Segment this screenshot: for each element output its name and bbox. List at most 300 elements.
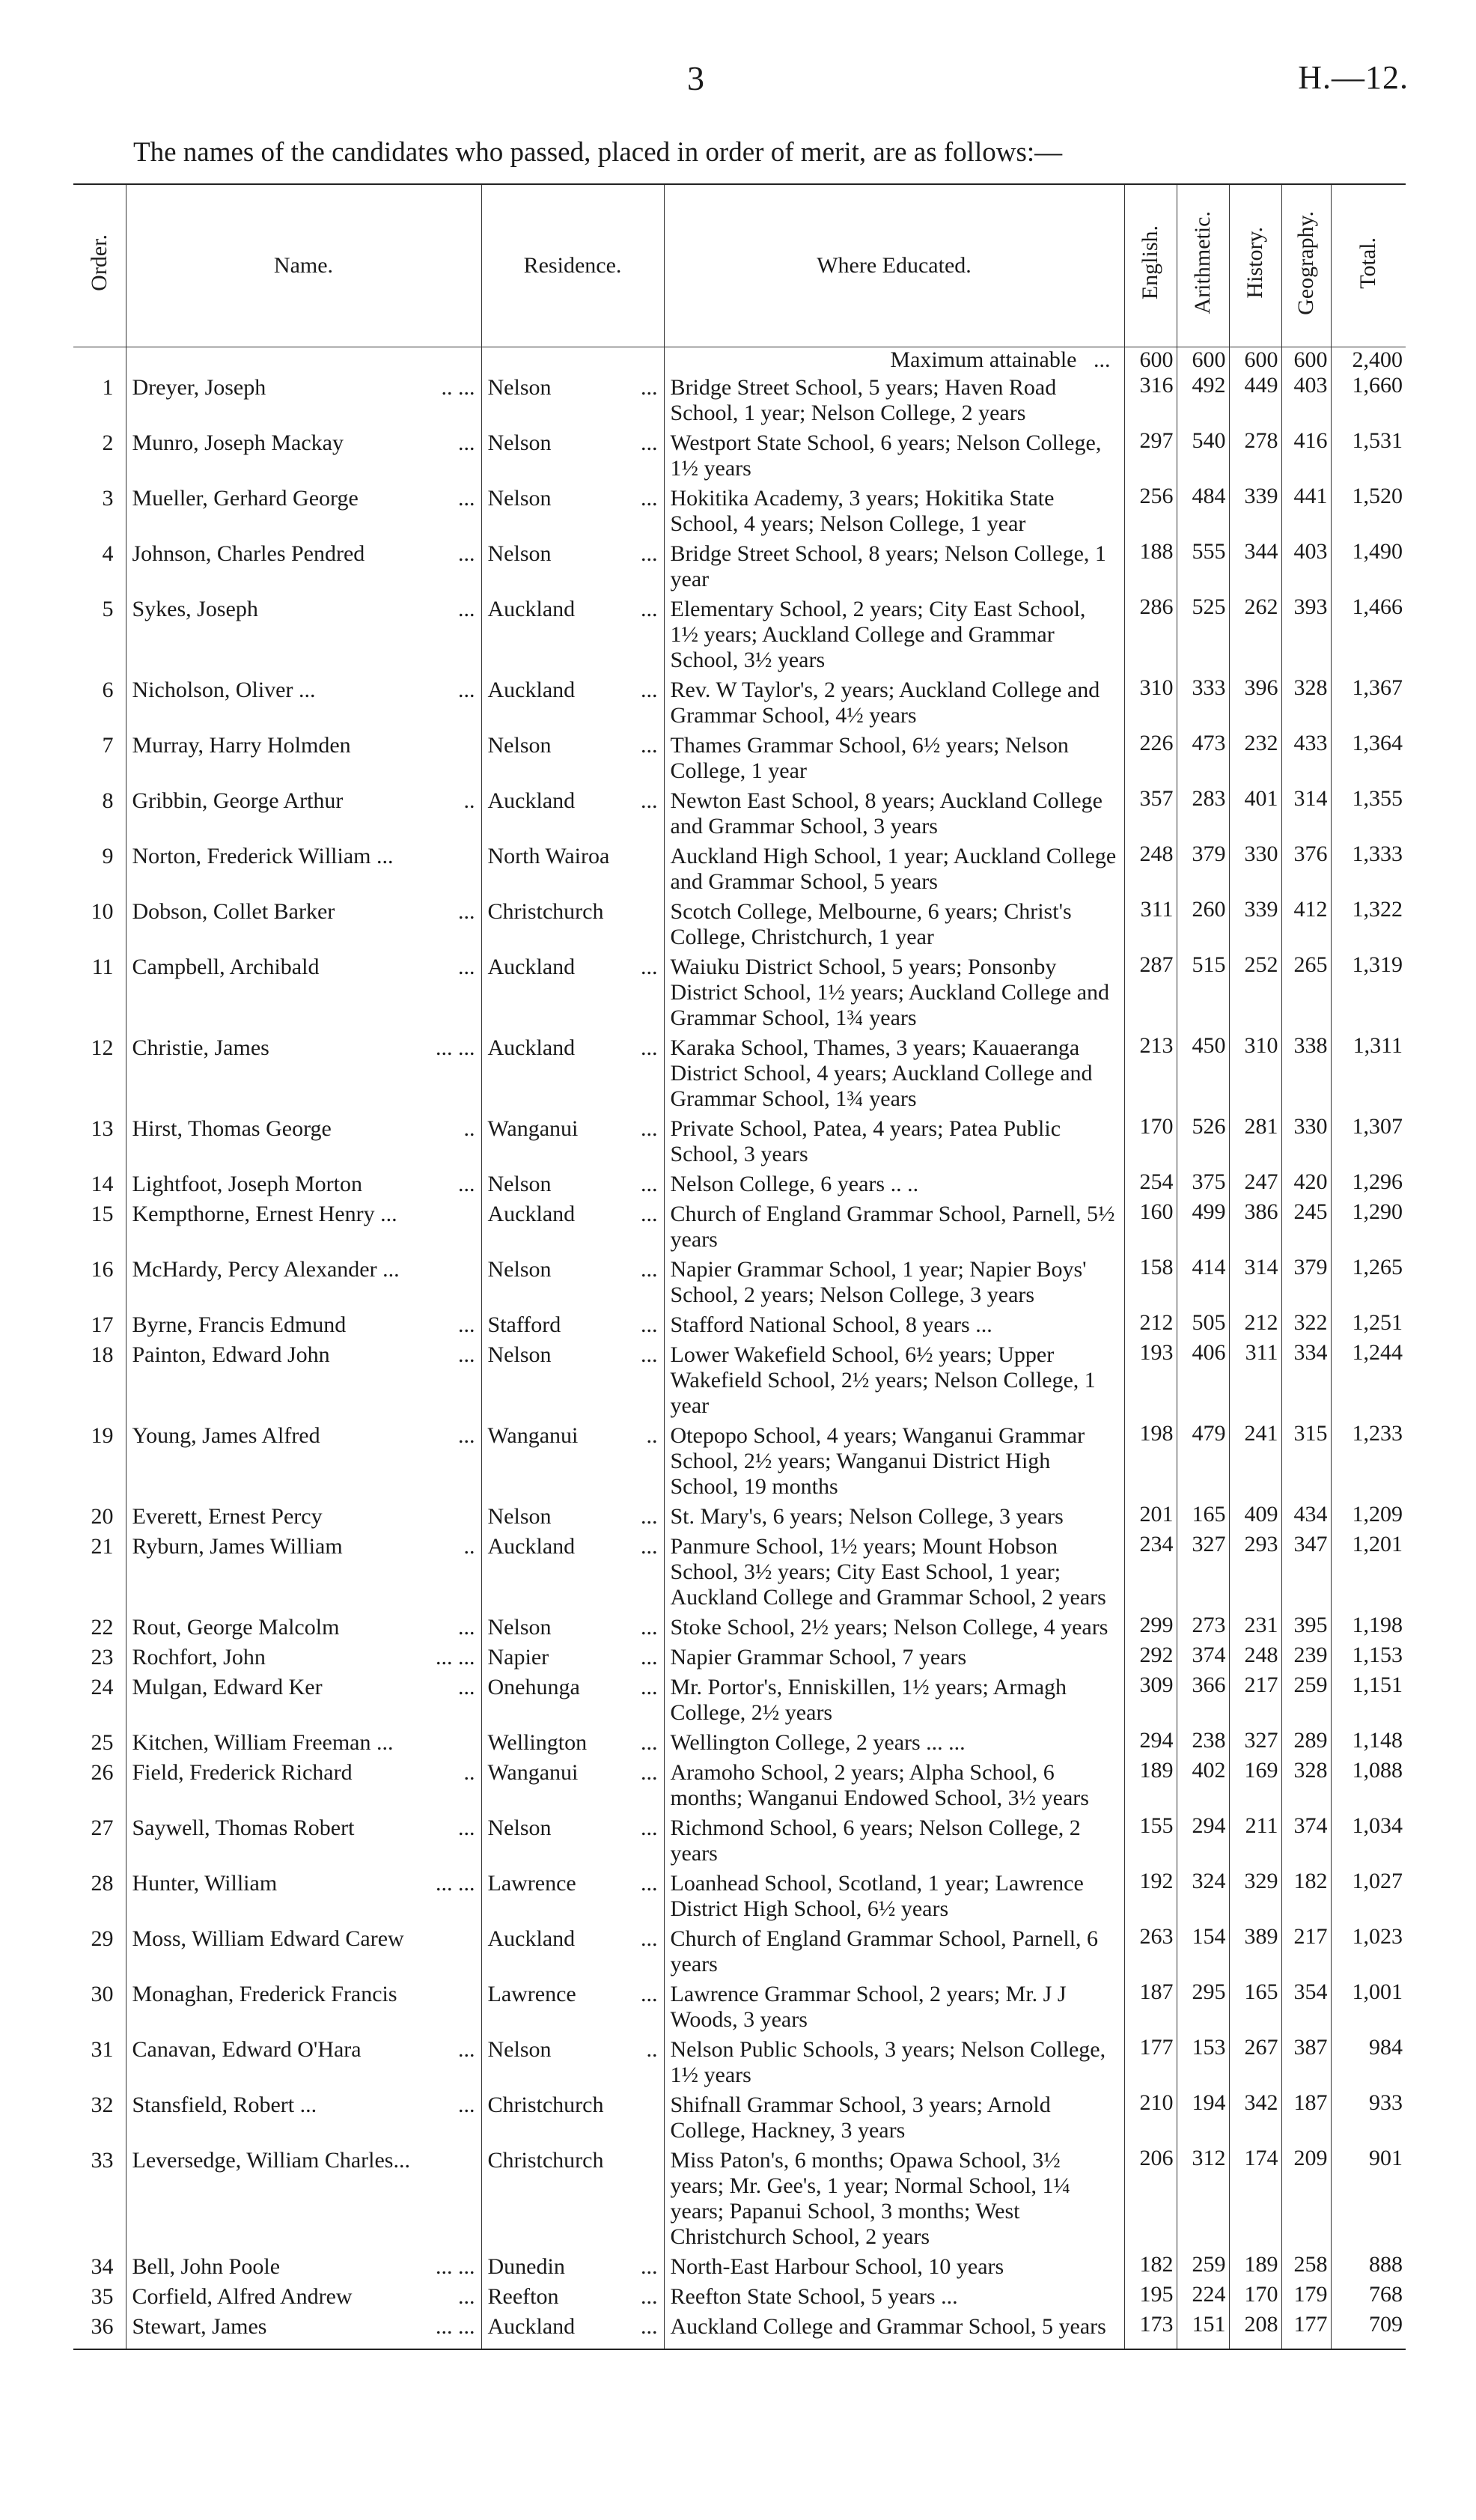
educated-cell: Nelson Public Schools, 3 years; Nelson College, 1½ years (664, 2035, 1124, 2090)
order-cell: 2 (102, 430, 114, 455)
residence-cell: Auckland ... (481, 1033, 664, 1114)
geography-cell: 403 (1281, 373, 1331, 428)
order-cell: 22 (91, 1615, 114, 1640)
geography-cell: 217 (1281, 1924, 1331, 1979)
arithmetic-cell: 406 (1177, 1340, 1229, 1421)
educated-cell: Newton East School, 8 years; Auckland College and Grammar School, 3 years (664, 786, 1124, 841)
geography-cell: 434 (1281, 1502, 1331, 1532)
arithmetic-cell: 333 (1177, 675, 1229, 731)
order-cell: 28 (91, 1871, 114, 1896)
english-cell: 263 (1124, 1924, 1177, 1979)
english-cell: 287 (1124, 952, 1177, 1033)
order-cell: 32 (91, 2093, 114, 2117)
table-row (73, 1532, 1406, 1613)
name-cell: Lightfoot, Joseph Morton ... (126, 1169, 481, 1199)
total-cell: 1,201 (1331, 1532, 1406, 1613)
geography-cell: 395 (1281, 1613, 1331, 1643)
educated-cell: Aramoho School, 2 years; Alpha School, 6 months; Wanganui Endowed School, 3½ years (664, 1758, 1124, 1813)
history-cell: 409 (1229, 1502, 1281, 1532)
arithmetic-cell: 260 (1177, 897, 1229, 952)
educated-cell: Private School, Patea, 4 years; Patea Public School, 3 years (664, 1114, 1124, 1169)
name-cell: Rochfort, John ... ... (126, 1643, 481, 1673)
educated-cell: Miss Paton's, 6 months; Opawa School, 3½ years; Mr. Gee's, 1 year; Normal School, 1¼ years; Papanui School, 3 months; West Christchurch School, 2 years (664, 2146, 1124, 2252)
english-cell: 248 (1124, 841, 1177, 897)
geography-cell: 338 (1281, 1033, 1331, 1114)
residence-cell: Auckland ... (481, 594, 664, 675)
history-cell: 247 (1229, 1169, 1281, 1199)
order-cell: 8 (102, 788, 114, 813)
order-cell: 5 (102, 597, 114, 621)
table-row (73, 897, 1406, 952)
english-cell: 195 (1124, 2282, 1177, 2312)
table-row (73, 2312, 1406, 2349)
educated-cell: Loanhead School, Scotland, 1 year; Lawrence District High School, 6½ years (664, 1869, 1124, 1924)
arithmetic-cell: 153 (1177, 2035, 1229, 2090)
total-cell: 1,034 (1331, 1813, 1406, 1869)
history-cell: 401 (1229, 786, 1281, 841)
maximum-row (73, 347, 1406, 374)
total-cell: 1,088 (1331, 1758, 1406, 1813)
history-cell: 281 (1229, 1114, 1281, 1169)
table-row (73, 1114, 1406, 1169)
educated-cell: Bridge Street School, 5 years; Haven Road School, 1 year; Nelson College, 2 years (664, 373, 1124, 428)
order-cell: 34 (91, 2254, 114, 2279)
order-cell: 23 (91, 1645, 114, 1670)
history-cell: 169 (1229, 1758, 1281, 1813)
name-cell: Munro, Joseph Mackay ... (126, 428, 481, 484)
english-cell: 182 (1124, 2252, 1177, 2282)
educated-cell: Napier Grammar School, 1 year; Napier Boys' School, 2 years; Nelson College, 3 years (664, 1255, 1124, 1310)
history-cell: 241 (1229, 1421, 1281, 1502)
arithmetic-cell: 492 (1177, 373, 1229, 428)
table-row (73, 786, 1406, 841)
document-code: H.—12. (1298, 59, 1409, 96)
total-cell: 1,466 (1331, 594, 1406, 675)
educated-cell: Napier Grammar School, 7 years (664, 1643, 1124, 1673)
educated-cell: North-East Harbour School, 10 years (664, 2252, 1124, 2282)
intro-text: The names of the candidates who passed, placed in order of merit, are as follows:— (133, 137, 1063, 168)
order-cell: 18 (91, 1342, 114, 1367)
arithmetic-cell: 484 (1177, 484, 1229, 539)
history-cell: 170 (1229, 2282, 1281, 2312)
english-cell: 212 (1124, 1310, 1177, 1340)
total-cell: 1,322 (1331, 897, 1406, 952)
history-cell: 339 (1229, 484, 1281, 539)
order-cell: 12 (91, 1035, 114, 1060)
total-cell: 1,027 (1331, 1869, 1406, 1924)
order-cell: 15 (91, 1202, 114, 1226)
col-arithmetic: Arithmetic. (1177, 184, 1229, 347)
total-cell: 1,355 (1331, 786, 1406, 841)
order-cell: 26 (91, 1760, 114, 1785)
order-cell: 30 (91, 1982, 114, 2006)
name-cell: Ryburn, James William .. (126, 1532, 481, 1613)
geography-cell: 420 (1281, 1169, 1331, 1199)
name-cell: Leversedge, William Charles... (126, 2146, 481, 2252)
geography-cell: 379 (1281, 1255, 1331, 1310)
table-row (73, 1979, 1406, 2035)
arithmetic-cell: 505 (1177, 1310, 1229, 1340)
total-cell: 1,319 (1331, 952, 1406, 1033)
arithmetic-cell: 402 (1177, 1758, 1229, 1813)
total-cell: 768 (1331, 2282, 1406, 2312)
order-cell: 16 (91, 1257, 114, 1282)
total-cell: 888 (1331, 2252, 1406, 2282)
geography-cell: 374 (1281, 1813, 1331, 1869)
table-row (73, 1340, 1406, 1421)
geography-cell: 412 (1281, 897, 1331, 952)
arithmetic-cell: 194 (1177, 2090, 1229, 2146)
history-cell: 262 (1229, 594, 1281, 675)
table-row (73, 1758, 1406, 1813)
total-cell: 901 (1331, 2146, 1406, 2252)
educated-cell: Auckland High School, 1 year; Auckland College and Grammar School, 5 years (664, 841, 1124, 897)
total-cell: 1,290 (1331, 1199, 1406, 1255)
order-cell: 36 (73, 2312, 126, 2349)
english-cell: 286 (1124, 594, 1177, 675)
order-cell: 25 (91, 1730, 114, 1755)
table-row (73, 2282, 1406, 2312)
educated-cell: Lawrence Grammar School, 2 years; Mr. J J Woods, 3 years (664, 1979, 1124, 2035)
history-cell: 211 (1229, 1813, 1281, 1869)
geography-cell: 347 (1281, 1532, 1331, 1613)
history-cell: 396 (1229, 675, 1281, 731)
educated-cell: Otepopo School, 4 years; Wanganui Grammar School, 2½ years; Wanganui District High School, 19 months (664, 1421, 1124, 1502)
residence-cell: Reefton ... (481, 2282, 664, 2312)
educated-cell: Auckland College and Grammar School, 5 years (664, 2312, 1124, 2349)
residence-cell: Nelson ... (481, 1502, 664, 1532)
name-cell: Bell, John Poole ... ... (126, 2252, 481, 2282)
residence-cell: Wanganui ... (481, 1114, 664, 1169)
geography-cell: 322 (1281, 1310, 1331, 1340)
english-cell: 210 (1124, 2090, 1177, 2146)
table-row (73, 594, 1406, 675)
history-cell: 248 (1229, 1643, 1281, 1673)
residence-cell: Wanganui .. (481, 1421, 664, 1502)
total-cell: 1,198 (1331, 1613, 1406, 1643)
name-cell: Saywell, Thomas Robert ... (126, 1813, 481, 1869)
residence-cell: Auckland ... (481, 786, 664, 841)
order-cell: 13 (91, 1116, 114, 1141)
educated-cell: Hokitika Academy, 3 years; Hokitika State School, 4 years; Nelson College, 1 year (664, 484, 1124, 539)
order-cell: 35 (91, 2284, 114, 2309)
table-row (73, 1502, 1406, 1532)
english-cell: 299 (1124, 1613, 1177, 1643)
order-cell: 33 (91, 2148, 114, 2173)
max-arithmetic: 600 (1177, 347, 1229, 374)
residence-cell: Nelson ... (481, 1613, 664, 1643)
name-cell: Nicholson, Oliver ... ... (126, 675, 481, 731)
table-row (73, 428, 1406, 484)
total-cell: 1,660 (1331, 373, 1406, 428)
english-cell: 198 (1124, 1421, 1177, 1502)
col-english: English. (1124, 184, 1177, 347)
english-cell: 213 (1124, 1033, 1177, 1114)
geography-cell: 354 (1281, 1979, 1331, 2035)
arithmetic-cell: 238 (1177, 1728, 1229, 1758)
residence-cell: Nelson ... (481, 539, 664, 594)
history-cell: 212 (1229, 1310, 1281, 1340)
history-cell: 231 (1229, 1613, 1281, 1643)
name-cell: Norton, Frederick William ... (126, 841, 481, 897)
english-cell: 158 (1124, 1255, 1177, 1310)
educated-cell: Church of England Grammar School, Parnell, 6 years (664, 1924, 1124, 1979)
arithmetic-cell: 473 (1177, 731, 1229, 786)
order-cell: 24 (91, 1675, 114, 1699)
history-cell: 314 (1229, 1255, 1281, 1310)
residence-cell: Wanganui ... (481, 1758, 664, 1813)
page-header (0, 58, 1476, 103)
table-row (73, 2090, 1406, 2146)
table-row (73, 2252, 1406, 2282)
educated-cell: Bridge Street School, 8 years; Nelson College, 1 year (664, 539, 1124, 594)
total-cell: 1,233 (1331, 1421, 1406, 1502)
english-cell: 170 (1124, 1114, 1177, 1169)
residence-cell: Wellington ... (481, 1728, 664, 1758)
english-cell: 310 (1124, 675, 1177, 731)
arithmetic-cell: 525 (1177, 594, 1229, 675)
residence-cell: Christchurch (481, 2146, 664, 2252)
arithmetic-cell: 555 (1177, 539, 1229, 594)
educated-cell: Stafford National School, 8 years ... (664, 1310, 1124, 1340)
name-cell: Campbell, Archibald ... (126, 952, 481, 1033)
total-cell: 1,209 (1331, 1502, 1406, 1532)
geography-cell: 403 (1281, 539, 1331, 594)
col-residence: Residence. (481, 184, 664, 347)
educated-cell: Waiuku District School, 5 years; Ponsonby District School, 1½ years; Auckland College and Grammar School, 1¾ years (664, 952, 1124, 1033)
geography-cell: 239 (1281, 1643, 1331, 1673)
table-row (73, 484, 1406, 539)
total-cell: 1,153 (1331, 1643, 1406, 1673)
table-row (73, 1613, 1406, 1643)
educated-cell: Thames Grammar School, 6½ years; Nelson College, 1 year (664, 731, 1124, 786)
order-cell: 31 (91, 2037, 114, 2062)
arithmetic-cell: 414 (1177, 1255, 1229, 1310)
educated-cell: Stoke School, 2½ years; Nelson College, 4 years (664, 1613, 1124, 1643)
name-cell: Stansfield, Robert ... ... (126, 2090, 481, 2146)
name-cell: Dreyer, Joseph .. ... (126, 373, 481, 428)
arithmetic-cell: 224 (1177, 2282, 1229, 2312)
header-row (73, 184, 1406, 347)
total-cell: 709 (1331, 2312, 1406, 2349)
name-cell: Moss, William Edward Carew (126, 1924, 481, 1979)
name-cell: Sykes, Joseph ... (126, 594, 481, 675)
history-cell: 386 (1229, 1199, 1281, 1255)
name-cell: Mulgan, Edward Ker ... (126, 1673, 481, 1728)
name-cell: Mueller, Gerhard George ... (126, 484, 481, 539)
table-row (73, 1033, 1406, 1114)
table-row (73, 731, 1406, 786)
table-row (73, 1728, 1406, 1758)
page-number: 3 (687, 59, 704, 97)
order-cell: 17 (91, 1312, 114, 1337)
order-cell: 20 (91, 1504, 114, 1529)
name-cell: Young, James Alfred ... (126, 1421, 481, 1502)
history-cell: 252 (1229, 952, 1281, 1033)
name-cell: Murray, Harry Holmden (126, 731, 481, 786)
geography-cell: 258 (1281, 2252, 1331, 2282)
name-cell: Hirst, Thomas George .. (126, 1114, 481, 1169)
table-row (73, 1869, 1406, 1924)
name-cell: McHardy, Percy Alexander ... (126, 1255, 481, 1310)
geography-cell: 328 (1281, 1758, 1331, 1813)
arithmetic-cell: 450 (1177, 1033, 1229, 1114)
geography-cell: 289 (1281, 1728, 1331, 1758)
educated-cell: Karaka School, Thames, 3 years; Kauaeranga District School, 4 years; Auckland College and Grammar School, 1¾ years (664, 1033, 1124, 1114)
order-cell: 9 (102, 844, 114, 868)
history-cell: 344 (1229, 539, 1281, 594)
total-cell: 1,520 (1331, 484, 1406, 539)
arithmetic-cell: 515 (1177, 952, 1229, 1033)
educated-cell: Lower Wakefield School, 6½ years; Upper Wakefield School, 2½ years; Nelson College, 1 year (664, 1340, 1124, 1421)
english-cell: 226 (1124, 731, 1177, 786)
educated-cell: Richmond School, 6 years; Nelson College, 2 years (664, 1813, 1124, 1869)
table-row (73, 1421, 1406, 1502)
english-cell: 192 (1124, 1869, 1177, 1924)
history-cell: 327 (1229, 1728, 1281, 1758)
residence-cell: Lawrence ... (481, 1979, 664, 2035)
arithmetic-cell: 379 (1177, 841, 1229, 897)
order-cell: 6 (102, 678, 114, 702)
table-row (73, 1255, 1406, 1310)
history-cell: 189 (1229, 2252, 1281, 2282)
geography-cell: 259 (1281, 1673, 1331, 1728)
total-cell: 1,001 (1331, 1979, 1406, 2035)
english-cell: 316 (1124, 373, 1177, 428)
table-row (73, 373, 1406, 428)
total-cell: 1,364 (1331, 731, 1406, 786)
residence-cell: North Wairoa (481, 841, 664, 897)
history-cell: 232 (1229, 731, 1281, 786)
english-cell: 292 (1124, 1643, 1177, 1673)
arithmetic-cell: 366 (1177, 1673, 1229, 1728)
table-row (73, 952, 1406, 1033)
geography-cell: 265 (1281, 952, 1331, 1033)
residence-cell: Auckland ... (481, 1199, 664, 1255)
english-cell: 254 (1124, 1169, 1177, 1199)
order-cell: 10 (91, 899, 114, 924)
arithmetic-cell: 374 (1177, 1643, 1229, 1673)
educated-cell: Shifnall Grammar School, 3 years; Arnold College, Hackney, 3 years (664, 2090, 1124, 2146)
table-row (73, 1813, 1406, 1869)
order-cell: 29 (91, 1926, 114, 1951)
residence-cell: Nelson ... (481, 731, 664, 786)
name-cell: Monaghan, Frederick Francis (126, 1979, 481, 2035)
history-cell: 310 (1229, 1033, 1281, 1114)
order-cell: 27 (91, 1816, 114, 1840)
total-cell: 1,490 (1331, 539, 1406, 594)
table-row (73, 539, 1406, 594)
history-cell: 278 (1229, 428, 1281, 484)
residence-cell: Nelson ... (481, 1255, 664, 1310)
name-cell: Stewart, James ... ... (126, 2312, 481, 2349)
english-cell: 297 (1124, 428, 1177, 484)
residence-cell: Onehunga ... (481, 1673, 664, 1728)
arithmetic-cell: 154 (1177, 1924, 1229, 1979)
name-cell: Everett, Ernest Percy (126, 1502, 481, 1532)
residence-cell: Christchurch (481, 2090, 664, 2146)
geography-cell: 315 (1281, 1421, 1331, 1502)
history-cell: 293 (1229, 1532, 1281, 1613)
total-cell: 1,148 (1331, 1728, 1406, 1758)
english-cell: 311 (1124, 897, 1177, 952)
residence-cell: Nelson .. (481, 2035, 664, 2090)
table-row (73, 2035, 1406, 2090)
table-row (73, 1673, 1406, 1728)
educated-cell: Wellington College, 2 years ... ... (664, 1728, 1124, 1758)
order-cell: 7 (102, 733, 114, 758)
name-cell: Dobson, Collet Barker ... (126, 897, 481, 952)
residence-cell: Nelson ... (481, 428, 664, 484)
order-cell: 3 (102, 486, 114, 511)
name-cell: Kitchen, William Freeman ... (126, 1728, 481, 1758)
geography-cell: 416 (1281, 428, 1331, 484)
name-cell: Corfield, Alfred Andrew ... (126, 2282, 481, 2312)
residence-cell: Nelson ... (481, 373, 664, 428)
arithmetic-cell: 273 (1177, 1613, 1229, 1643)
max-history: 600 (1229, 347, 1281, 374)
geography-cell: 441 (1281, 484, 1331, 539)
name-cell: Johnson, Charles Pendred ... (126, 539, 481, 594)
total-cell: 1,531 (1331, 428, 1406, 484)
total-cell: 1,367 (1331, 675, 1406, 731)
residence-cell: Auckland ... (481, 1532, 664, 1613)
residence-cell: Christchurch (481, 897, 664, 952)
english-cell: 357 (1124, 786, 1177, 841)
geography-cell: 179 (1281, 2282, 1331, 2312)
arithmetic-cell: 526 (1177, 1114, 1229, 1169)
educated-cell: Westport State School, 6 years; Nelson College, 1½ years (664, 428, 1124, 484)
geography-cell: 334 (1281, 1340, 1331, 1421)
history-cell: 339 (1229, 897, 1281, 952)
residence-cell: Nelson ... (481, 484, 664, 539)
educated-cell: Elementary School, 2 years; City East School, 1½ years; Auckland College and Grammar School, 3½ years (664, 594, 1124, 675)
residence-cell: Nelson ... (481, 1813, 664, 1869)
residence-cell: Nelson ... (481, 1340, 664, 1421)
residence-cell: Dunedin ... (481, 2252, 664, 2282)
history-cell: 208 (1229, 2312, 1281, 2349)
history-cell: 217 (1229, 1673, 1281, 1728)
results-table (73, 183, 1406, 2350)
residence-cell: Auckland ... (481, 675, 664, 731)
table-row (73, 2146, 1406, 2252)
order-cell: 21 (91, 1534, 114, 1559)
geography-cell: 182 (1281, 1869, 1331, 1924)
educated-cell: Reefton State School, 5 years ... (664, 2282, 1124, 2312)
total-cell: 1,023 (1331, 1924, 1406, 1979)
arithmetic-cell: 375 (1177, 1169, 1229, 1199)
col-name: Name. (126, 184, 481, 347)
name-cell: Gribbin, George Arthur .. (126, 786, 481, 841)
geography-cell: 433 (1281, 731, 1331, 786)
total-cell: 1,265 (1331, 1255, 1406, 1310)
history-cell: 329 (1229, 1869, 1281, 1924)
col-where-educated: Where Educated. (664, 184, 1124, 347)
english-cell: 173 (1124, 2312, 1177, 2349)
residence-cell: Auckland ... (481, 1924, 664, 1979)
maximum-label: Maximum attainable ... (664, 347, 1124, 374)
total-cell: 1,296 (1331, 1169, 1406, 1199)
max-geography: 600 (1281, 347, 1331, 374)
geography-cell: 376 (1281, 841, 1331, 897)
arithmetic-cell: 479 (1177, 1421, 1229, 1502)
name-cell: Field, Frederick Richard .. (126, 1758, 481, 1813)
residence-cell: Auckland ... (481, 952, 664, 1033)
educated-cell: Mr. Portor's, Enniskillen, 1½ years; Armagh College, 2½ years (664, 1673, 1124, 1728)
total-cell: 1,251 (1331, 1310, 1406, 1340)
arithmetic-cell: 327 (1177, 1532, 1229, 1613)
geography-cell: 387 (1281, 2035, 1331, 2090)
